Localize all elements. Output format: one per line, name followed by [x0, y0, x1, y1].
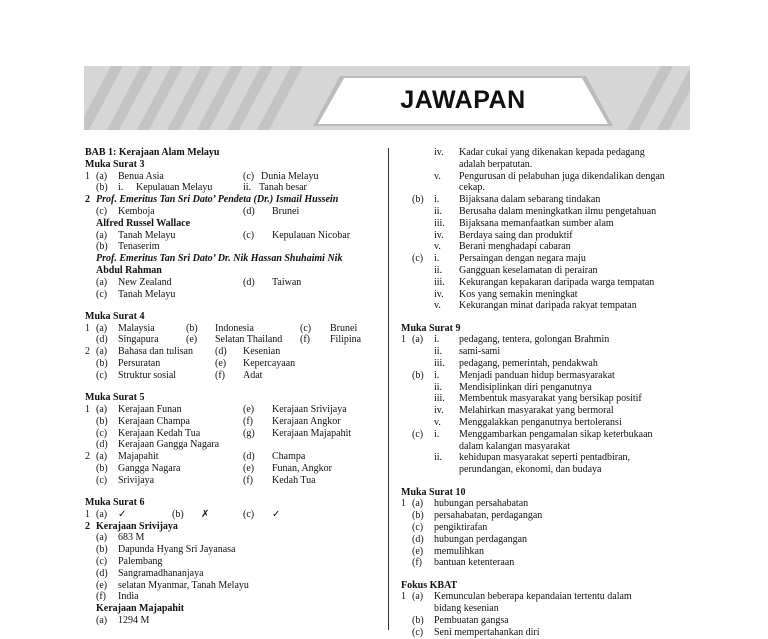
answer-line — [85, 615, 377, 627]
answer-text: ii. — [434, 346, 443, 358]
answer-line — [401, 615, 701, 627]
answer-text: New Zealand — [118, 276, 172, 288]
section-heading: Muka Surat 5 — [85, 392, 145, 404]
answer-text: 2 — [85, 346, 90, 358]
answer-text: 1 — [85, 508, 90, 520]
answer-text: i. — [118, 182, 124, 194]
answer-text: (b) — [96, 462, 108, 474]
answer-text: Majapahit — [118, 451, 159, 463]
answer-text: (a) — [96, 532, 108, 544]
column-divider — [388, 148, 389, 630]
answer-text: (d) — [243, 205, 255, 217]
header-banner — [84, 66, 690, 130]
answer-line — [401, 230, 701, 242]
answer-line — [85, 277, 377, 289]
answer-text: (a) — [412, 591, 424, 603]
answer-text: (c) — [96, 556, 108, 567]
answer-line — [401, 510, 701, 522]
answer-line — [85, 230, 377, 242]
answer-text: Melahirkan masyarakat yang bermoral — [459, 405, 614, 417]
answer-text: iv. — [434, 405, 444, 417]
answer-line — [401, 346, 701, 358]
answer-text: (f) — [96, 591, 106, 603]
answer-line — [85, 475, 377, 487]
answer-text: perundangan, ekonomi, dan budaya — [459, 464, 602, 476]
answer-text: (b) — [412, 510, 424, 522]
answer-text: Persuratan — [118, 358, 161, 370]
answer-text: (d) — [215, 346, 227, 358]
answer-text: adalah berpatutan. — [459, 158, 533, 170]
answer-line — [85, 521, 377, 533]
answer-text: Kedah Tua — [272, 474, 316, 486]
answer-line — [401, 334, 701, 346]
answer-text: 2 — [85, 194, 90, 206]
answer-line — [401, 393, 701, 405]
page-title: JAWAPAN — [400, 86, 526, 114]
answer-text: Champa — [272, 451, 306, 463]
answer-text: Kesenian — [243, 346, 281, 358]
answer-text: 2 — [85, 520, 90, 532]
answer-text: (d) — [243, 276, 255, 288]
answer-text: Struktur sosial — [118, 369, 177, 381]
answer-line — [85, 241, 377, 253]
answer-text: (d) — [243, 451, 255, 463]
section-heading: Muka Surat 4 — [85, 310, 145, 322]
answer-text: Tanah besar — [259, 182, 307, 194]
answer-text: iv. — [434, 288, 444, 300]
answer-line — [401, 289, 701, 301]
answer-text: Kadar cukai yang dikenakan kepada pedagang — [459, 147, 645, 158]
answer-text: (e) — [243, 462, 255, 474]
answer-text: (b) — [412, 194, 424, 206]
answer-text: (c) — [243, 170, 255, 182]
answer-text: bantuan ketenteraan — [434, 557, 515, 569]
answer-text: Kemunculan beberapa kepandaian tertentu dalam — [434, 591, 632, 603]
answer-text: (b) — [412, 614, 424, 626]
answer-line — [85, 463, 377, 475]
answer-text: 1294 M — [118, 614, 150, 626]
answer-text: Berdaya saing dan produktif — [459, 229, 573, 241]
answer-text: (c) — [96, 288, 108, 300]
answer-text: (c) — [243, 229, 255, 241]
answer-text: 1 — [401, 498, 406, 510]
answer-line — [401, 557, 701, 569]
answer-text: (d) — [96, 567, 108, 579]
answer-line — [401, 591, 701, 603]
answer-text: i. — [434, 194, 440, 206]
answer-line — [85, 182, 377, 194]
answer-text: (a) — [96, 229, 108, 241]
answer-text: iv. — [434, 147, 444, 158]
section-heading: Muka Surat 6 — [85, 497, 145, 509]
answer-text: Prof. Emeritus Tan Sri Dato’ Pendeta (Dr.) Ismail Hussein — [96, 194, 339, 206]
answer-text: Kepulauan Nicobar — [272, 229, 351, 241]
answer-text: (a) — [96, 170, 108, 182]
answer-line — [401, 370, 701, 382]
answer-text: (f) — [412, 557, 422, 569]
answer-text: i. — [434, 369, 440, 381]
section-heading: Muka Surat 10 — [401, 486, 466, 498]
answer-line — [85, 358, 377, 370]
answer-text: iii. — [434, 358, 445, 370]
answer-text: (d) — [96, 334, 108, 346]
answer-line — [85, 603, 377, 615]
answer-text: Singapura — [118, 334, 159, 346]
answer-text: v. — [434, 417, 441, 429]
answer-text: v. — [434, 170, 441, 182]
answer-text: (a) — [96, 451, 108, 463]
answer-line — [85, 556, 377, 568]
section-heading: Muka Surat 9 — [401, 322, 461, 334]
answer-line — [401, 194, 701, 206]
answer-text: (b) — [96, 358, 108, 370]
answer-line — [401, 218, 701, 230]
answer-text: 1 — [401, 591, 406, 603]
answer-text: Funan, Angkor — [272, 462, 332, 474]
answer-line — [85, 206, 377, 218]
answer-text: Tenaserim — [118, 241, 160, 253]
answer-text: iii. — [434, 276, 445, 288]
answer-text: Alfred Russel Wallace — [96, 217, 191, 229]
answer-text: (f) — [300, 334, 310, 346]
answer-line — [401, 546, 701, 558]
answer-text: Kepercayaan — [243, 358, 296, 370]
answer-text: iv. — [434, 229, 444, 241]
answer-text: Kekurangan minat daripada rakyat tempatan — [459, 300, 637, 312]
answer-text: ii. — [243, 182, 252, 194]
answer-line — [401, 522, 701, 534]
answer-line — [401, 241, 701, 253]
answer-text: (a) — [96, 508, 108, 520]
answer-text: Kerajaan Angkor — [272, 415, 341, 427]
answer-text: Berusaha dalam meningkatkan ilmu pengetahuan — [459, 205, 657, 217]
answer-text: Taiwan — [272, 276, 302, 288]
answer-line — [85, 334, 377, 346]
answer-text: kehidupan masyarakat seperti pentadbiran, — [459, 452, 631, 464]
answer-text: Selatan Thailand — [215, 334, 283, 346]
answer-text: Dunia Melayu — [261, 170, 319, 182]
answer-text: 683 M — [118, 532, 145, 544]
answer-text: hubungan perdagangan — [434, 533, 528, 545]
answer-text: ii. — [434, 205, 443, 217]
answer-line — [401, 206, 701, 218]
answer-text: ii. — [434, 264, 443, 276]
answer-line — [401, 253, 701, 265]
answer-text: Benua Asia — [118, 170, 164, 182]
answer-line — [85, 265, 377, 277]
answer-text: Kerajaan Majapahit — [96, 603, 185, 615]
answer-text: Brunei — [272, 205, 300, 217]
answer-line — [401, 159, 701, 171]
answer-text: hubungan persahabatan — [434, 498, 529, 510]
answer-text: (a) — [96, 614, 108, 626]
left-column — [85, 147, 377, 627]
answer-line — [401, 358, 701, 370]
answer-text: Seni mempertahankan diri — [434, 626, 540, 638]
answer-line — [401, 627, 701, 639]
answer-text: Kerajaan Kedah Tua — [118, 427, 201, 439]
answer-text: 1 — [85, 322, 90, 334]
answer-text: (g) — [243, 427, 255, 439]
answer-text: Tanah Melayu — [118, 229, 176, 241]
right-column — [401, 147, 701, 639]
answer-text: (e) — [243, 403, 255, 415]
answer-text: (b) — [96, 544, 108, 556]
answer-line — [85, 323, 377, 335]
answer-text: Bahasa dan tulisan — [118, 346, 193, 358]
answer-line — [401, 534, 701, 546]
answer-text: i. — [434, 253, 440, 265]
answer-text: i. — [434, 428, 440, 440]
answer-line — [401, 147, 701, 159]
answer-text: (a) — [96, 403, 108, 415]
answer-text: v. — [434, 241, 441, 253]
answer-text: iii. — [434, 393, 445, 405]
answer-line — [85, 416, 377, 428]
answer-text: Palembang — [118, 556, 163, 567]
answer-line — [85, 451, 377, 463]
answer-line — [401, 182, 701, 194]
answer-text: Abdul Rahman — [96, 264, 162, 276]
answer-text: Prof. Emeritus Tan Sri Dato’ Dr. Nik Hassan Shuhaimi Nik — [96, 253, 343, 265]
answer-line — [85, 509, 377, 521]
answer-text: Berani menghadapi cabaran — [459, 241, 571, 253]
answer-text: memulihkan — [434, 545, 484, 557]
answer-text: ✓ — [118, 508, 127, 520]
answer-text: Pembuatan gangsa — [434, 614, 509, 626]
answer-line — [401, 405, 701, 417]
answer-text: (a) — [412, 498, 424, 510]
answer-text: (e) — [186, 334, 198, 346]
answer-line — [85, 439, 377, 451]
answer-text: 1 — [401, 334, 406, 346]
answer-line — [85, 580, 377, 592]
answer-text: (b) — [96, 182, 108, 194]
answer-line — [401, 300, 701, 312]
answer-text: (c) — [412, 521, 424, 533]
answer-line — [85, 591, 377, 603]
answer-text: Gangga Nagara — [118, 462, 181, 474]
answer-text: (b) — [96, 241, 108, 253]
answer-line — [401, 464, 701, 476]
answer-text: (c) — [412, 428, 424, 440]
answer-line — [85, 194, 377, 206]
answer-text: cekap. — [459, 182, 485, 194]
answer-text: Menjadi panduan hidup bermasyarakat — [459, 369, 615, 381]
answer-line — [401, 603, 701, 615]
answer-text: Adat — [243, 369, 263, 381]
answer-text: Malaysia — [118, 322, 155, 334]
answer-text: ✓ — [272, 508, 281, 520]
answer-text: (f) — [243, 415, 253, 427]
answer-text: (e) — [412, 545, 424, 557]
answer-line — [85, 253, 377, 265]
answer-text: (c) — [96, 474, 108, 486]
answer-line — [85, 568, 377, 580]
answer-line — [85, 346, 377, 358]
section-heading: Fokus KBAT — [401, 579, 458, 591]
answer-text: Pengurusan di pelabuhan juga dikendalikan dengan — [459, 170, 665, 182]
answer-text: Kerajaan Champa — [118, 415, 190, 427]
answer-text: 1 — [85, 403, 90, 415]
answer-text: Tanah Melayu — [118, 288, 176, 300]
answer-text: bidang kesenian — [434, 603, 499, 615]
answer-text: Kemboja — [118, 205, 155, 217]
answer-text: (f) — [243, 474, 253, 486]
answer-line — [401, 277, 701, 289]
answer-text: Persaingan dengan negara maju — [459, 253, 586, 265]
answer-line — [85, 532, 377, 544]
answer-text: Kerajaan Majapahit — [272, 427, 352, 439]
answer-text: pengiktirafan — [434, 521, 488, 533]
answer-line — [401, 441, 701, 453]
answer-text: (d) — [412, 533, 424, 545]
answer-text: (e) — [96, 579, 108, 591]
answer-line — [85, 370, 377, 382]
answer-text: iii. — [434, 217, 445, 229]
answer-text: Kekurangan kepakaran daripada warga tempatan — [459, 276, 655, 288]
answer-text: Mendisiplinkan diri penganutnya — [459, 381, 592, 393]
answer-line — [401, 382, 701, 394]
answer-line — [85, 218, 377, 230]
answer-line — [85, 428, 377, 440]
answer-text: (b) — [172, 508, 184, 520]
answer-line — [401, 429, 701, 441]
answer-text: (c) — [96, 369, 108, 381]
section-heading: BAB 1: Kerajaan Alam Melayu — [85, 147, 220, 158]
section-heading: Muka Surat 3 — [85, 158, 145, 170]
answer-line — [85, 544, 377, 556]
answer-text: India — [118, 591, 139, 603]
answer-text: (c) — [412, 253, 424, 265]
answer-line — [401, 265, 701, 277]
answer-line — [85, 171, 377, 183]
answer-text: v. — [434, 300, 441, 312]
answer-line — [85, 289, 377, 301]
answer-text: Dapunda Hyang Sri Jayanasa — [118, 544, 236, 556]
answer-text: (a) — [96, 322, 108, 334]
answer-text: Kos yang semakin meningkat — [459, 288, 578, 300]
answer-text: (c) — [96, 427, 108, 439]
answer-text: Brunei — [330, 322, 358, 334]
answer-text: ii. — [434, 381, 443, 393]
answer-text: ii. — [434, 452, 443, 464]
answer-text: dalam kalangan masyarakat — [459, 440, 571, 452]
answer-text: Bijaksana memanfaatkan sumber alam — [459, 217, 614, 229]
answer-line — [401, 417, 701, 429]
answer-line — [401, 452, 701, 464]
answer-text: 1 — [85, 170, 90, 182]
answer-text: pedagang, pemerintah, pendakwah — [459, 358, 598, 370]
answer-text: (c) — [96, 205, 108, 217]
answer-text: (e) — [215, 358, 227, 370]
answer-text: (d) — [96, 439, 108, 451]
answer-line — [401, 498, 701, 510]
answer-text: (b) — [412, 369, 424, 381]
answer-text: Kerajaan Srivijaya — [96, 520, 178, 532]
answer-text: (a) — [96, 346, 108, 358]
answer-text: Sangramadhananjaya — [118, 567, 204, 579]
answer-text: selatan Myanmar, Tanah Melayu — [118, 579, 249, 591]
answer-text: (a) — [96, 276, 108, 288]
answer-text: (a) — [412, 334, 424, 346]
answer-text: (c) — [300, 322, 312, 334]
answer-text: Gangguan keselamatan di perairan — [459, 264, 598, 276]
answer-text: pedagang, tentera, golongan Brahmin — [459, 334, 610, 346]
answer-text: Menggambarkan pengamalan sikap keterbukaan — [459, 428, 653, 440]
answer-text: (c) — [243, 508, 255, 520]
answer-text: Filipina — [330, 334, 362, 346]
answer-text: (f) — [215, 369, 225, 381]
answer-text: Kerajaan Srivijaya — [272, 403, 347, 415]
answer-text: Srivijaya — [118, 474, 155, 486]
answer-text: Kerajaan Funan — [118, 403, 182, 415]
answer-text: Indonesia — [215, 322, 254, 334]
answer-text: sami-sami — [459, 346, 501, 358]
answer-text: (c) — [412, 626, 424, 638]
answer-text: Menggalakkan penganutnya bertoleransi — [459, 417, 622, 429]
answer-text: ✗ — [201, 508, 210, 520]
answer-text: (b) — [96, 415, 108, 427]
answer-text: Kepulauan Melayu — [136, 182, 213, 194]
answer-text: Bijaksana dalam sebarang tindakan — [459, 194, 601, 206]
answer-text: Membentuk masyarakat yang bersikap positif — [459, 393, 642, 405]
answer-line — [401, 171, 701, 183]
answer-line — [85, 404, 377, 416]
answer-text: persahabatan, perdagangan — [434, 510, 543, 522]
answer-text: (b) — [186, 322, 198, 334]
answer-text: i. — [434, 334, 440, 346]
answer-text: Kerajaan Gangga Nagara — [118, 439, 220, 451]
answer-text: 2 — [85, 451, 90, 463]
